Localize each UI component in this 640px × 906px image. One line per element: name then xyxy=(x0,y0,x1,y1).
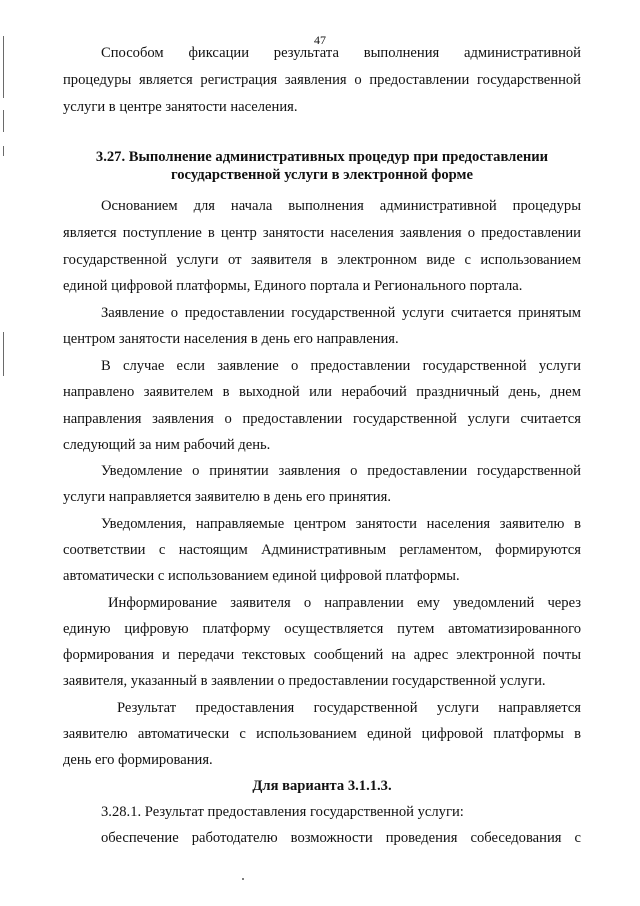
paragraph-line: Результат предоставления государственной услуги направляется xyxy=(117,700,581,716)
section-heading-line: государственной услуги в электронной форме xyxy=(171,167,473,183)
paragraph-line: соответствии с настоящим Административным регламентом, формируются xyxy=(63,542,581,558)
paragraph-line: направлено заявителем в выходной или нерабочий праздничный день, днем xyxy=(63,384,581,400)
paragraph-line: Заявление о предоставлении государственной услуги считается принятым xyxy=(101,305,581,321)
paragraph-line: Информирование заявителя о направлении ему уведомлений через xyxy=(108,595,581,611)
paragraph-line: центром занятости населения в день его направления. xyxy=(63,331,399,347)
paragraph-line: 3.28.1. Результат предоставления государственной услуги: xyxy=(101,804,464,820)
paragraph-line: процедуры является регистрация заявления о предоставлении государственной xyxy=(63,72,581,88)
variant-heading: Для варианта 3.1.1.3. xyxy=(252,778,392,794)
paragraph-line: Уведомления, направляемые центром занятости населения заявителю в xyxy=(101,516,581,532)
paragraph-line: формирования и передачи текстовых сообщений на адрес электронной почты xyxy=(63,647,581,663)
scan-edge-mark xyxy=(3,146,4,156)
paragraph-line: услуги направляется заявителю в день его принятия. xyxy=(63,489,391,505)
paragraph-line: услуги в центре занятости населения. xyxy=(63,99,298,115)
scan-edge-mark xyxy=(3,110,4,132)
paragraph-line: является поступление в центр занятости населения заявления о предоставлении xyxy=(63,225,581,241)
paragraph-line: единую цифровую платформу осуществляется путем автоматизированного xyxy=(63,621,581,637)
paragraph-line: Уведомление о принятии заявления о предоставлении государственной xyxy=(101,463,581,479)
paragraph-line: автоматически с использованием единой цифровой платформы. xyxy=(63,568,460,584)
paragraph-line: В случае если заявление о предоставлении государственной услуги xyxy=(101,358,581,374)
scan-speck xyxy=(242,878,244,880)
paragraph-line: Способом фиксации результата выполнения административной xyxy=(101,45,581,61)
paragraph-line: единой цифровой платформы, Единого портала и Регионального портала. xyxy=(63,278,523,294)
page-number: 47 xyxy=(314,33,326,47)
paragraph-line: заявителю автоматически с использованием единой цифровой платформы в xyxy=(63,726,581,742)
paragraph-line: следующий за ним рабочий день. xyxy=(63,437,271,453)
section-heading-line: 3.27. Выполнение административных процедур при предоставлении xyxy=(95,149,549,165)
paragraph-line: Основанием для начала выполнения административной процедуры xyxy=(101,198,581,214)
paragraph-line: направления заявления о предоставлении государственной услуги считается xyxy=(63,411,581,427)
paragraph-line: государственной услуги от заявителя в электронном виде с использованием xyxy=(63,252,581,268)
scan-edge-mark xyxy=(3,332,4,376)
paragraph-line: обеспечение работодателю возможности проведения собеседования с xyxy=(101,830,581,846)
paragraph-line: день его формирования. xyxy=(63,752,213,768)
paragraph-line: заявителя, указанный в заявлении о предоставлении государственной услуги. xyxy=(63,673,546,689)
